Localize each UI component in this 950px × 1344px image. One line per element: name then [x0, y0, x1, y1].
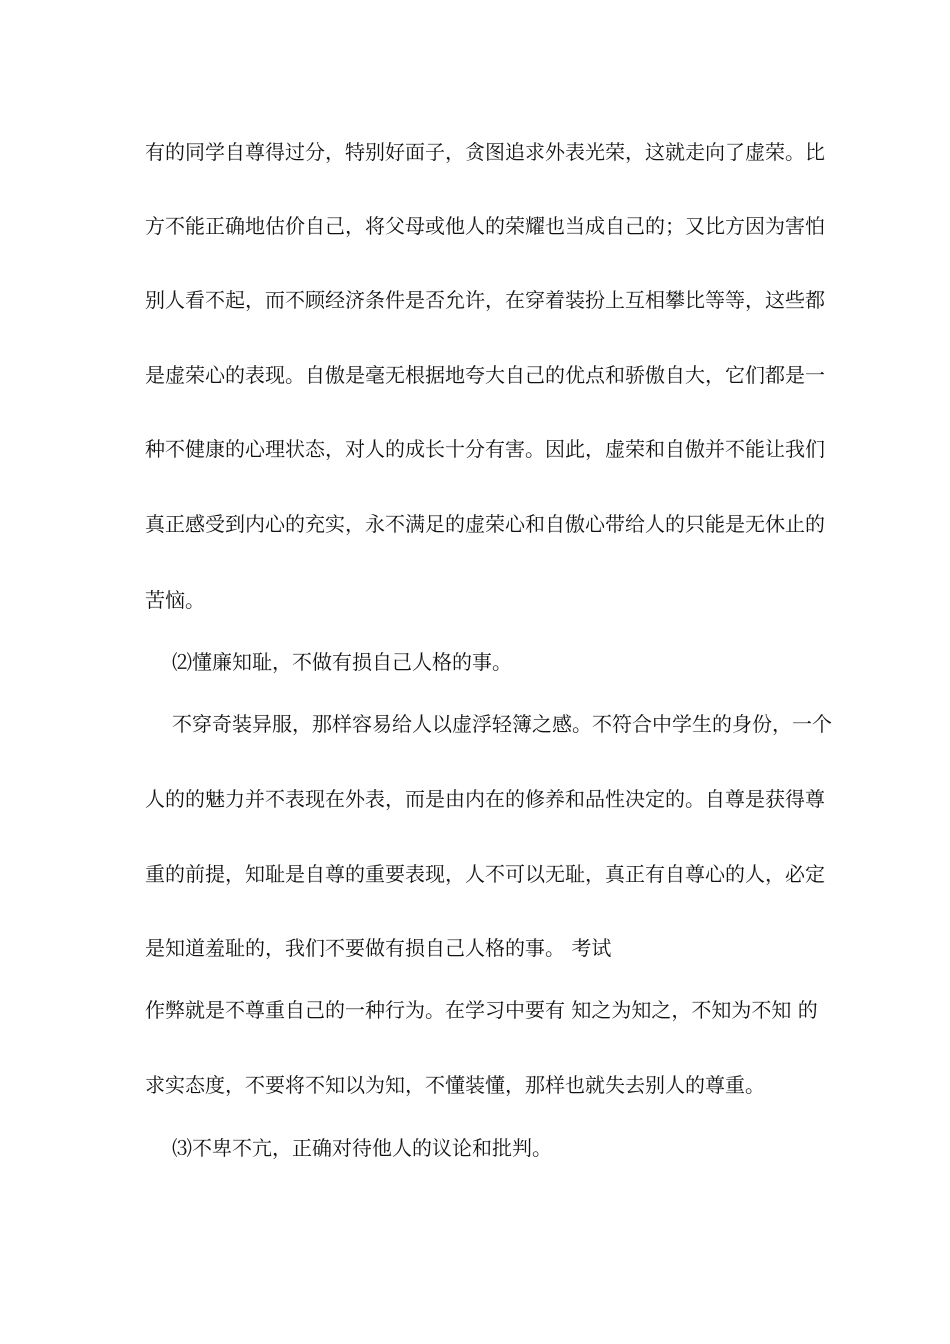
text-line: 种不健康的心理状态，对人的成长十分有害。因此，虚荣和自傲并不能让我们 — [145, 437, 825, 461]
text-line: 苦恼。 — [145, 588, 205, 612]
section-heading-2: ⑵懂廉知耻，不做有损自己人格的事。 — [172, 650, 512, 674]
text-line: 人的的魅力并不表现在外表，而是由内在的修养和品性决定的。自尊是获得尊 — [145, 787, 825, 811]
text-line: 是知道羞耻的，我们不要做有损自己人格的事。 考试 — [145, 936, 612, 960]
text-line: 不穿奇装异服，那样容易给人以虚浮轻簿之感。不符合中学生的身份，一个 — [172, 712, 832, 736]
text-line: 求实态度，不要将不知以为知，不懂装懂，那样也就失去别人的尊重。 — [145, 1073, 765, 1097]
text-line: 方不能正确地估价自己，将父母或他人的荣耀也当成自己的；又比方因为害怕 — [145, 214, 825, 238]
text-line: 是虚荣心的表现。自傲是毫无根据地夸大自己的优点和骄傲自大，它们都是一 — [145, 363, 825, 387]
text-line: 有的同学自尊得过分，特别好面子，贪图追求外表光荣，这就走向了虚荣。比 — [145, 140, 825, 164]
text-line: 真正感受到内心的充实，永不满足的虚荣心和自傲心带给人的只能是无休止的 — [145, 512, 825, 536]
section-heading-3: ⑶不卑不亢，正确对待他人的议论和批判。 — [172, 1136, 552, 1160]
text-line: 别人看不起，而不顾经济条件是否允许，在穿着装扮上互相攀比等等，这些都 — [145, 288, 825, 312]
text-line: 作弊就是不尊重自己的一种行为。在学习中要有 知之为知之，不知为不知 的 — [145, 998, 818, 1022]
text-line: 重的前提，知耻是自尊的重要表现，人不可以无耻，真正有自尊心的人，必定 — [145, 862, 825, 886]
